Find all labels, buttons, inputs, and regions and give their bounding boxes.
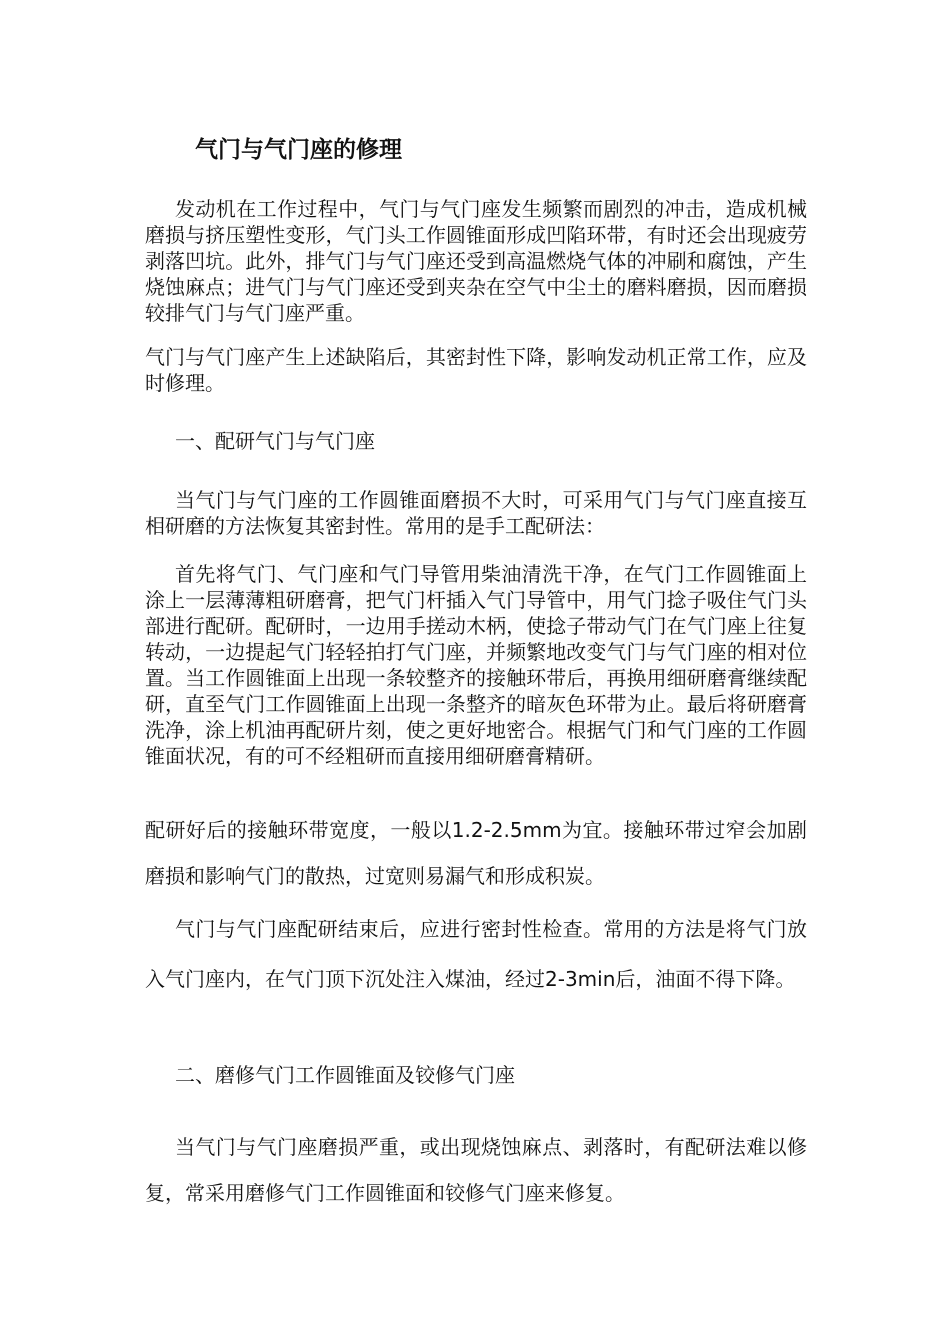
contact-band-text-end: 为宜。接触环带过窄会加剧磨损和影响气门的散热，过宽则易漏气和形成积炭。 bbox=[145, 818, 808, 888]
contact-band-width-value: 1.2-2.5mm bbox=[451, 818, 562, 842]
paragraph-repair-needed: 气门与气门座产生上述缺陷后，其密封性下降，影响发动机正常工作，应及时修理。 bbox=[145, 345, 807, 395]
paragraph-lapping-method: 当气门与气门座的工作圆锥面磨损不大时，可采用气门与气门座直接互相研磨的方法恢复其密封性。常用的是手工配研法： bbox=[145, 488, 807, 538]
paragraph-seal-check bbox=[145, 904, 807, 1004]
seal-check-text-start: 气门与气门座配研结束后，应进行密封性检查。常用的方法是将气门放入气门座内，在气门顶下沉处注入煤油，经过 bbox=[145, 917, 807, 991]
paragraph-lapping-procedure: 首先将气门、气门座和气门导管用柴油清洗干净，在气门工作圆锥面上涂上一层薄薄粗研磨膏，把气门杆插入气门导管中，用气门捻子吸住气门头部进行配研。配研时，一边用手搓动木柄，使捻子带动气门在气门座上往复转动，一边提起气门轻轻拍打气门座，并频繁地改变气门与气门座的相对位置。当工作圆锥面上出现一条较整齐的接触环带后，再换用细研磨膏继续配研，直至气门工作圆锥面上出现一条整齐的暗灰色环带为止。最后将研磨膏洗净，涂上机油再配研片刻，使之更好地密合。根据气门和气门座的工作圆锥面状况，有的可不经粗研而直接用细研磨膏精研。 bbox=[145, 562, 807, 768]
section-heading-grinding: 二、磨修气门工作圆锥面及铰修气门座 bbox=[175, 1063, 515, 1087]
paragraph-grinding-repair: 当气门与气门座磨损严重，或出现烧蚀麻点、剥落时，有配研法难以修复，常采用磨修气门工作圆锥面和铰修气门座来修复。 bbox=[145, 1135, 807, 1205]
paragraph-intro: 发动机在工作过程中，气门与气门座发生频繁而剧烈的冲击，造成机械磨损与挤压塑性变形，气门头工作圆锥面形成凹陷环带，有时还会出现疲劳剥落凹坑。此外，排气门与气门座还受到高温燃烧气体的冲刷和腐蚀，产生烧蚀麻点；进气门与气门座还受到夹杂在空气中尘土的磨料磨损，因而磨损较排气门与气门座严重。 bbox=[145, 197, 807, 325]
document-title: 气门与气门座的修理 bbox=[195, 136, 402, 163]
contact-band-text-start: 配研好后的接触环带宽度，一般以 bbox=[145, 818, 452, 842]
paragraph-contact-band-width bbox=[145, 807, 807, 899]
seal-check-duration-value: 2-3min bbox=[545, 967, 616, 991]
seal-check-text-end: 后，油面不得下降。 bbox=[615, 967, 796, 991]
section-heading-lapping: 一、配研气门与气门座 bbox=[175, 429, 375, 453]
